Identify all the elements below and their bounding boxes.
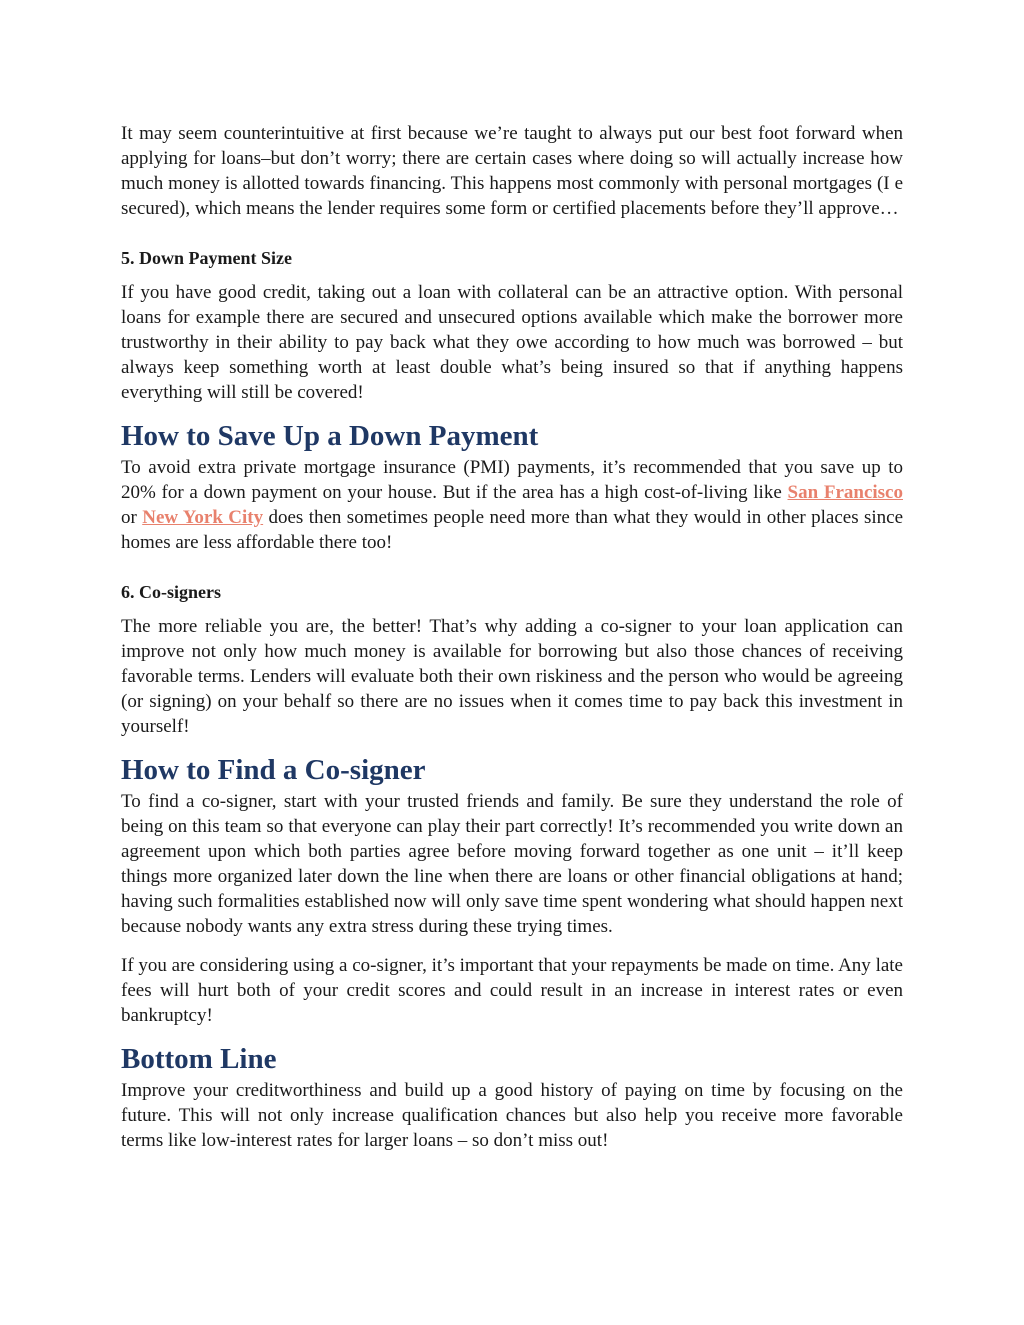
find-cosigner-paragraph-1: To find a co-signer, start with your trusted friends and family. Be sure they understand the role of being on this team so that everyone can play their part correctly! It’s recommended you write down an agreement upon which both parties agree before moving forward together as one unit – it’ll keep things more organized later down the line when there are loans or other financial obligations at hand; having such formalities established now will only save time spent wondering what should happen next because nobody wants any extra stress during these trying times. (121, 791, 903, 937)
find-cosigner-paragraph-2: If you are considering using a co-signer, it’s important that your repayments be made on time. Any late fees will hurt both of your credit scores and could result in an increase in interest rates or even bankruptcy! (121, 955, 903, 1026)
san-francisco-link[interactable]: San Francisco (787, 482, 903, 503)
section-6-heading: 6. Co-signers (121, 582, 221, 602)
intro-paragraph: It may seem counterintuitive at first because we’re taught to always put our best foot forward when applying for loans–but don’t worry; there are certain cases where doing so will actually increase how much money is allotted towards financing. This happens most commonly with personal mortgages (I e secured), which means the lender requires some form or certified placements before they’ll approve… (121, 123, 903, 219)
save-down-payment-heading: How to Save Up a Down Payment (121, 420, 539, 452)
section-6-paragraph: The more reliable you are, the better! That’s why adding a co-signer to your loan application can improve not only how much money is available for borrowing but also those chances of receiving favorable terms. Lenders will evaluate both their own riskiness and the person who would be agreeing (or signing) on your behalf so there are no issues when it comes time to pay back this investment in yourself! (121, 616, 903, 737)
new-york-city-link[interactable]: New York City (142, 507, 264, 528)
bottom-line-paragraph: Improve your creditworthiness and build up a good history of paying on time by focusing on the future. This will not only increase qualification chances but also help you receive more favorable terms like low-interest rates for larger loans – so don’t miss out! (121, 1080, 903, 1151)
save-down-payment-paragraph (121, 455, 903, 555)
section-5-paragraph: If you have good credit, taking out a loan with collateral can be an attractive option. With personal loans for example there are secured and unsecured options available which make the borrower more trustworthy in their ability to pay back what they owe according to how much was borrowed – but always keep something worth at least double what’s being insured so that if anything happens everything will still be covered! (121, 282, 903, 403)
section-5-heading: 5. Down Payment Size (121, 248, 292, 268)
bottom-line-heading: Bottom Line (121, 1043, 277, 1075)
document-page (121, 121, 903, 1153)
save-down-payment-text-1: To avoid extra private mortgage insurance (PMI) payments, it’s recommended that you save up to 20% for a down payment on your house. But if the area has a high cost-of-living like (121, 457, 903, 503)
find-cosigner-heading: How to Find a Co-signer (121, 754, 426, 786)
save-down-payment-text-3: does then sometimes people need more than what they would in other places since homes are less affordable there too! (121, 507, 904, 553)
save-down-payment-text-2: or (121, 507, 143, 528)
